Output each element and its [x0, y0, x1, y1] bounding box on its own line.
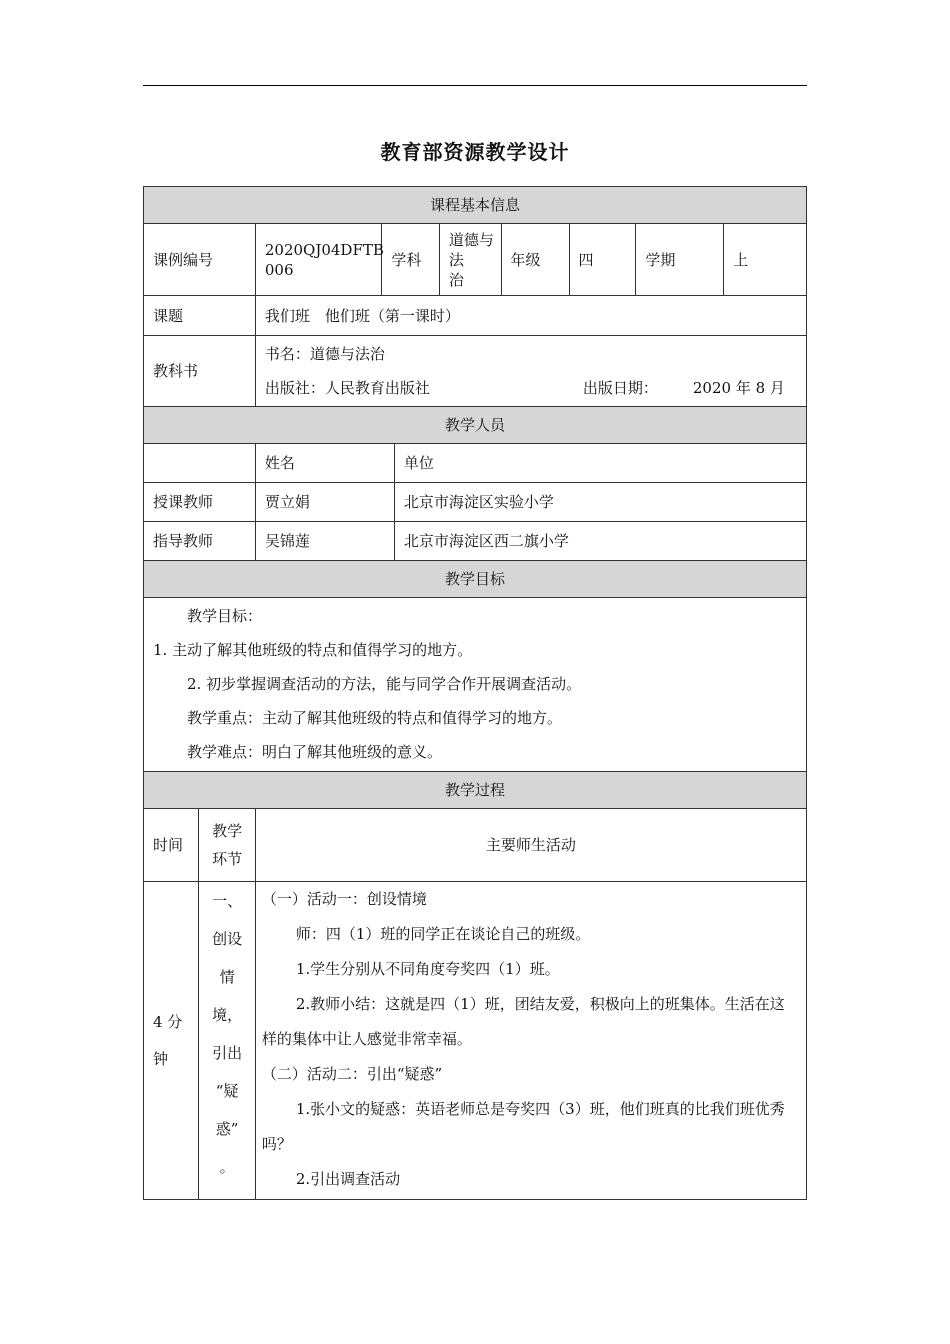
process-columns-row — [144, 809, 807, 882]
lesson-design-table — [143, 186, 807, 1200]
objectives-row — [144, 598, 807, 772]
publish-date-value: 2020 年 8 月 — [692, 379, 785, 397]
basic-info-header-row — [144, 187, 807, 224]
activity-paragraph: 2.引出调查活动 — [295, 1170, 401, 1188]
staff-name-header: 姓名 — [255, 444, 394, 483]
case-no-label: 课例编号 — [144, 224, 256, 296]
staff-columns-row — [144, 444, 807, 483]
case-info-row — [144, 224, 807, 296]
textbook-value — [255, 336, 806, 407]
book-name: 书名：道德与法治 — [264, 345, 385, 363]
activity-paragraph: 师：四（1）班的同学正在谈论自己的班级。 — [295, 925, 591, 943]
activity-paragraph: 2.教师小结：这就是四（1）班，团结友爱，积极向上的班集体。生活在这样的集体中让人感觉非常幸福。 — [261, 995, 785, 1048]
staff-name: 贾立娟 — [255, 483, 394, 522]
staff-role: 指导教师 — [144, 522, 256, 561]
time-cell: 4 分 钟 — [144, 882, 199, 1200]
objective-item: 2. 初步掌握调查活动的方法，能与同学合作开展调查活动。 — [187, 675, 582, 693]
staff-name: 吴锦莲 — [255, 522, 394, 561]
publisher: 出版社：人民教育出版社 — [264, 379, 430, 397]
process-section-title: 教学过程 — [144, 772, 807, 809]
staff-section-title: 教学人员 — [144, 407, 807, 444]
difficulty-point: 教学难点：明白了解其他班级的意义。 — [187, 743, 443, 761]
topic-row — [144, 296, 807, 336]
topic-label: 课题 — [144, 296, 256, 336]
staff-row — [144, 483, 807, 522]
term-value: 上 — [724, 224, 807, 296]
objective-item: 1. 主动了解其他班级的特点和值得学习的地方。 — [153, 641, 473, 659]
staff-role-header — [144, 444, 256, 483]
objectives-section-title: 教学目标 — [144, 561, 807, 598]
grade-value: 四 — [569, 224, 636, 296]
activity-title: （二）活动二：引出“疑惑” — [261, 1065, 443, 1083]
staff-row — [144, 522, 807, 561]
grade-label: 年级 — [501, 224, 569, 296]
activity-cell — [255, 882, 806, 1200]
staff-unit: 北京市海淀区实验小学 — [394, 483, 806, 522]
term-label: 学期 — [636, 224, 724, 296]
staff-unit-header: 单位 — [394, 444, 806, 483]
case-no-value: 2020QJ04DFTB 006 — [255, 224, 382, 296]
subject-label: 学科 — [382, 224, 440, 296]
activity-paragraph: 1.张小文的疑惑：英语老师总是夸奖四（3）班，他们班真的比我们班优秀吗？ — [261, 1100, 785, 1153]
document-title: 教育部资源教学设计 — [380, 140, 570, 164]
header-rule — [143, 85, 807, 86]
step-column-header: 教学 环节 — [199, 809, 255, 882]
objectives-content — [144, 598, 807, 772]
publish-date-label: 出版日期： — [582, 379, 658, 397]
basic-info-section-title: 课程基本信息 — [144, 187, 807, 224]
step-cell: 一、 创设 情 境， 引出 “疑 惑” 。 — [199, 882, 255, 1200]
staff-header-row — [144, 407, 807, 444]
activity-column-header: 主要师生活动 — [255, 809, 806, 882]
activity-paragraph: 1.学生分别从不同角度夸奖四（1）班。 — [295, 960, 560, 978]
key-point: 教学重点：主动了解其他班级的特点和值得学习的地方。 — [187, 709, 563, 727]
objectives-header-row — [144, 561, 807, 598]
activity-title: （一）活动一：创设情境 — [261, 890, 427, 908]
topic-value: 我们班 他们班（第一课时） — [255, 296, 806, 336]
textbook-row — [144, 336, 807, 407]
subject-value: 道德与法 治 — [439, 224, 501, 296]
textbook-label: 教科书 — [144, 336, 256, 407]
process-row — [144, 882, 807, 1200]
staff-unit: 北京市海淀区西二旗小学 — [394, 522, 806, 561]
staff-role: 授课教师 — [144, 483, 256, 522]
objectives-intro: 教学目标： — [187, 607, 263, 625]
process-header-row — [144, 772, 807, 809]
time-column-header: 时间 — [144, 809, 199, 882]
